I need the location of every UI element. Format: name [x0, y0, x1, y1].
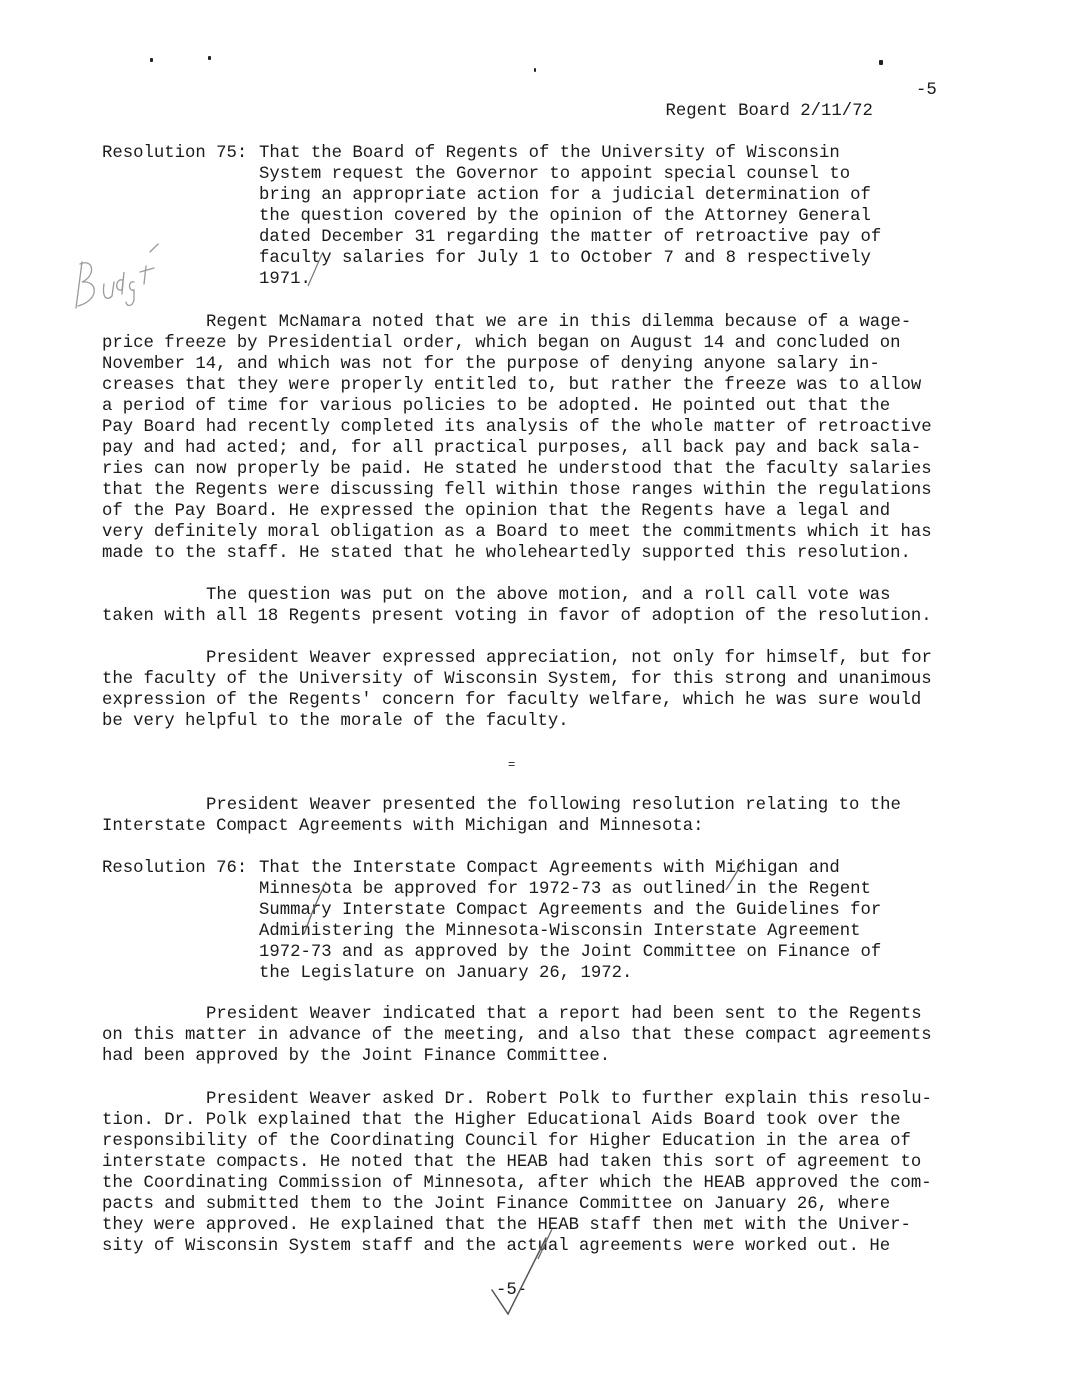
paragraph-mcnamara [102, 312, 952, 564]
text-line: ries can now properly be paid. He stated he understood that the faculty salaries [102, 460, 932, 479]
text-line: Summary Interstate Compact Agreements and the Guidelines for [259, 901, 882, 920]
text-line: be very helpful to the morale of the faculty. [102, 712, 569, 731]
pencil-slash-mark [300, 878, 330, 938]
text-line: on this matter in advance of the meeting, and also that these compact agreements [102, 1026, 932, 1045]
text-line: That the Board of Regents of the University of Wisconsin [259, 144, 840, 163]
text-line: very definitely moral obligation as a Board to meet the commitments which it has [102, 523, 932, 542]
paragraph-weaver-appreciation [102, 648, 952, 732]
text-line: price freeze by Presidential order, which began on August 14 and concluded on [102, 334, 901, 353]
text-line: bring an appropriate action for a judicial determination of [259, 186, 871, 205]
resolution-75-label: Resolution 75: [102, 144, 248, 163]
text-line: President Weaver presented the following resolution relating to the [206, 796, 901, 815]
scan-speck [879, 60, 883, 65]
text-line: Pay Board had recently completed its analysis of the whole matter of retroactive [102, 418, 932, 437]
text-line: pacts and submitted them to the Joint Finance Committee on January 26, where [102, 1195, 891, 1214]
text-line: of the Pay Board. He expressed the opinion that the Regents have a legal and [102, 502, 891, 521]
paragraph-weaver-report [102, 1004, 952, 1067]
section-separator: = [508, 758, 516, 772]
resolution-75-text [259, 143, 949, 290]
text-line: The question was put on the above motion, and a roll call vote was [206, 586, 891, 605]
text-line: the faculty of the University of Wisconsin System, for this strong and unanimous [102, 670, 932, 689]
header-page-ref: -5 [916, 81, 937, 100]
text-line: President Weaver expressed appreciation, not only for himself, but for [206, 649, 932, 668]
page-number: -5- [496, 1281, 528, 1300]
text-line: taken with all 18 Regents present voting in favor of adoption of the resolution. [102, 607, 932, 626]
text-line: System request the Governor to appoint special counsel to [259, 165, 851, 184]
text-line: Regent McNamara noted that we are in this dilemma because of a wage- [206, 313, 912, 332]
text-line: made to the staff. He stated that he wholeheartedly supported this resolution. [102, 544, 911, 563]
text-line: they were approved. He explained that the HEAB staff then met with the Univer- [102, 1216, 911, 1235]
resolution-76-label: Resolution 76: [102, 859, 248, 878]
text-line: dated December 31 regarding the matter of retroactive pay of [259, 228, 882, 247]
text-line: that the Regents were discussing fell within those ranges within the regulations [102, 481, 932, 500]
text-line: interstate compacts. He noted that the HEAB had taken this sort of agreement to [102, 1153, 922, 1172]
text-line: the Coordinating Commission of Minnesota, after which the HEAB approved the com- [102, 1174, 932, 1193]
handwritten-margin-note [60, 222, 170, 322]
pencil-slash-mark [720, 856, 750, 896]
text-line: Administering the Minnesota-Wisconsin Interstate Agreement [259, 922, 861, 941]
text-line: Minnesota be approved for 1972-73 as outlined in the Regent [259, 880, 871, 899]
scan-speck [208, 56, 211, 60]
text-line: faculty salaries for July 1 to October 7 and 8 respectively [259, 249, 871, 268]
text-line: President Weaver indicated that a report had been sent to the Regents [206, 1005, 922, 1024]
text-line: responsibility of the Coordinating Council for Higher Education in the area of [102, 1132, 911, 1151]
text-line: November 14, and which was not for the purpose of denying anyone salary in- [102, 355, 880, 374]
text-line: 1972-73 and as approved by the Joint Committee on Finance of [259, 943, 882, 962]
text-line: That the Interstate Compact Agreements with Michigan and [259, 859, 840, 878]
pencil-slash-mark [300, 250, 330, 290]
text-line: tion. Dr. Polk explained that the Higher Educational Aids Board took over the [102, 1111, 901, 1130]
text-line: pay and had acted; and, for all practical purposes, all back pay and back sala- [102, 439, 922, 458]
text-line: the Legislature on January 26, 1972. [259, 964, 633, 983]
checkmark-icon [486, 1232, 556, 1322]
text-line: expression of the Regents' concern for faculty welfare, which he was sure would [102, 691, 922, 710]
text-line: had been approved by the Joint Finance Committee. [102, 1047, 611, 1066]
text-line: a period of time for various policies to be adopted. He pointed out that the [102, 397, 891, 416]
scan-speck [150, 58, 153, 62]
paragraph-weaver-presented [102, 795, 952, 837]
resolution-76-text [259, 858, 949, 984]
text-line: the question covered by the opinion of the Attorney General [259, 207, 871, 226]
text-line: creases that they were properly entitled to, but rather the freeze was to allow [102, 376, 922, 395]
header-title: Regent Board 2/11/72 [665, 102, 873, 121]
scan-speck [534, 68, 536, 72]
text-line: 1971. [259, 270, 311, 289]
text-line: Interstate Compact Agreements with Michigan and Minnesota: [102, 817, 704, 836]
text-line: President Weaver asked Dr. Robert Polk to further explain this resolu- [206, 1090, 932, 1109]
text-line: sity of Wisconsin System staff and the actual agreements were worked out. He [102, 1237, 891, 1256]
paragraph-vote [102, 585, 952, 627]
